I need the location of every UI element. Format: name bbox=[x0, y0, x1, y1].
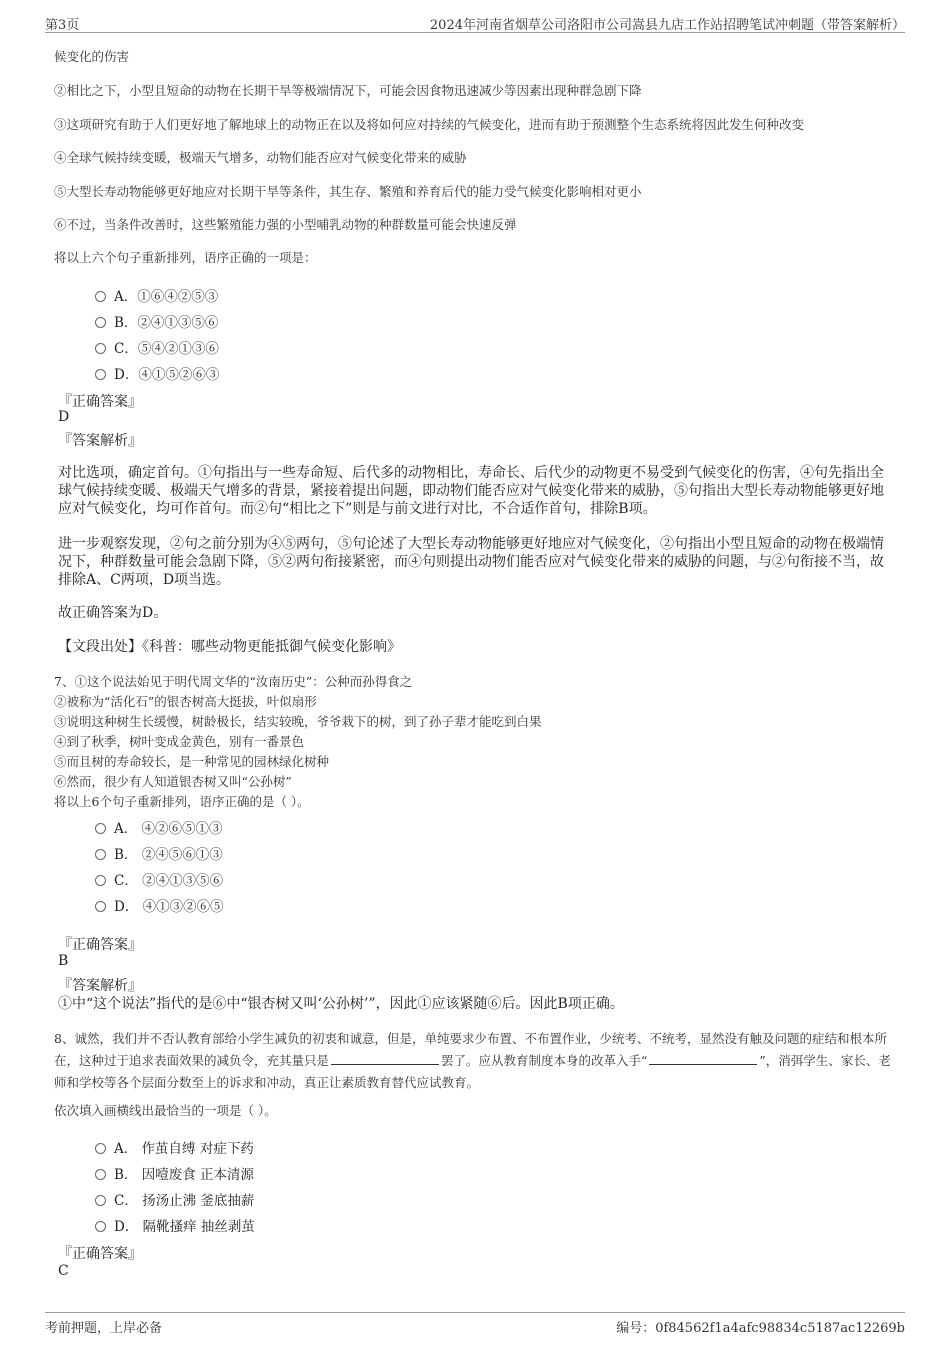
radio-icon[interactable] bbox=[95, 317, 106, 328]
radio-icon[interactable] bbox=[95, 875, 106, 886]
radio-icon[interactable] bbox=[95, 1169, 106, 1180]
radio-icon[interactable] bbox=[95, 1221, 106, 1232]
q6-answer: D bbox=[58, 409, 70, 425]
q6-analysis-label: 『答案解析』 bbox=[58, 433, 142, 449]
radio-icon[interactable] bbox=[95, 901, 106, 912]
q7-option-c[interactable]: C． ②④①③⑤⑥ bbox=[95, 869, 223, 889]
q8-prompt: 依次填入画横线出最恰当的一项是（ ）。 bbox=[54, 1103, 277, 1118]
q6-option-b[interactable]: B．②④①③⑤⑥ bbox=[95, 311, 218, 331]
q7-line: ⑤而且树的寿命较长，是一种常见的园林绿化树种 bbox=[54, 754, 330, 769]
q7-prompt: 将以上6个句子重新排列，语序正确的是（ ）。 bbox=[54, 794, 310, 809]
q6-option-d[interactable]: D．④①⑤②⑥③ bbox=[95, 363, 219, 383]
q6-line: 候变化的伤害 bbox=[54, 49, 130, 64]
q8-answer-label: 『正确答案』 bbox=[58, 1246, 142, 1262]
radio-icon[interactable] bbox=[95, 823, 106, 834]
q8-text-part1: 8、诚然，我们并不否认教育部给小学生减负的初衷和诚意，但是，单纯要求少布置、不布置作业，少统考、不统考，显然没有触及问题的症结和根本所在，这种过于追求表面效果的减负令，充其量只是 bbox=[54, 1031, 887, 1068]
q6-line: ③这项研究有助于人们更好地了解地球上的动物正在以及将如何应对持续的气候变化，进而有助于预测整个生态系统将因此发生何种改变 bbox=[54, 117, 805, 132]
page-header bbox=[45, 12, 905, 33]
q6-analysis-conclusion: 故正确答案为D。 bbox=[58, 605, 168, 621]
q6-analysis-paragraph: 进一步观察发现，②句之前分别为④⑤两句，⑤句论述了大型长寿动物能够更好地应对气候变化，②句指出小型且短命的动物在极端情况下，种群数量可能会急剧下降，⑤②两句衔接紧密，而④句则提出动物们能否应对气候变化带来的威胁的问题，与②句衔接不当，故排除A、C两项，D项当选。 bbox=[58, 536, 884, 588]
q6-option-a[interactable]: A．①⑥④②⑤③ bbox=[95, 285, 218, 305]
q6-prompt: 将以上六个句子重新排列，语序正确的一项是： bbox=[54, 250, 317, 265]
q8-option-b[interactable]: B． 因噎废食 正本清源 bbox=[95, 1163, 254, 1183]
q7-analysis-label: 『答案解析』 bbox=[58, 978, 142, 994]
q8-blank-2 bbox=[649, 1054, 757, 1065]
radio-icon[interactable] bbox=[95, 1143, 106, 1154]
q6-analysis-paragraph: 对比选项，确定首句。①句指出与一些寿命短、后代多的动物相比，寿命长、后代少的动物更不易受到气候变化的伤害，④句先指出全球气候持续变暖、极端天气增多的背景，紧接着提出问题，即动物们能否应对气候变化带来的威胁，⑤句指出大型长寿动物能够更好地应对气候变化，均可作首句。而②句“相比之下”则是与前文进行对比，不合适作首句，排除B项。 bbox=[58, 465, 884, 517]
page-number: 第3页 bbox=[45, 18, 80, 33]
q7-option-d[interactable]: D． ④①③②⑥⑤ bbox=[95, 895, 224, 915]
q7-option-a[interactable]: A． ④②⑥⑤①③ bbox=[95, 817, 223, 837]
radio-icon[interactable] bbox=[95, 369, 106, 380]
q7-analysis: ①中“这个说法”指代的是⑥中“银杏树又叫‘公孙树’”，因此①应该紧随⑥后。因此B项正确。 bbox=[58, 996, 624, 1012]
radio-icon[interactable] bbox=[95, 1195, 106, 1206]
q7-line: ⑥然而，很少有人知道银杏树又叫“公孙树” bbox=[54, 774, 292, 789]
q6-answer-label: 『正确答案』 bbox=[58, 394, 142, 410]
q8-option-a[interactable]: A． 作茧自缚 对症下药 bbox=[95, 1137, 254, 1157]
q6-line: ④全球气候持续变暖，极端天气增多，动物们能否应对气候变化带来的威胁 bbox=[54, 150, 467, 165]
radio-icon[interactable] bbox=[95, 849, 106, 860]
q7-answer: B bbox=[58, 953, 69, 969]
q7-answer-label: 『正确答案』 bbox=[58, 937, 142, 953]
q8-option-c[interactable]: C． 扬汤止沸 釜底抽薪 bbox=[95, 1189, 254, 1209]
radio-icon[interactable] bbox=[95, 291, 106, 302]
q7-option-b[interactable]: B． ②④⑤⑥①③ bbox=[95, 843, 223, 863]
footer-slogan: 考前押题，上岸必备 bbox=[45, 1321, 163, 1336]
q6-source: 【文段出处】《科普：哪些动物更能抵御气候变化影响》 bbox=[58, 639, 401, 655]
page-footer bbox=[45, 1312, 905, 1337]
q8-blank-1 bbox=[331, 1054, 439, 1065]
q7-line: ②被称为“活化石”的银杏树高大挺拔，叶似扇形 bbox=[54, 694, 317, 709]
document-id: 编号：0f84562f1a4afc98834c5187ac12269b bbox=[616, 1321, 905, 1336]
radio-icon[interactable] bbox=[95, 343, 106, 354]
q8-text-part3: ”，消弭学生、家长、老师和学校等各个层面分数至上的诉求和冲动，真正让素质教育替代应试教育。 bbox=[54, 1053, 891, 1090]
q6-line: ⑥不过，当条件改善时，这些繁殖能力强的小型哺乳动物的种群数量可能会快速反弹 bbox=[54, 217, 517, 232]
q6-option-c[interactable]: C．⑤④②①③⑥ bbox=[95, 337, 219, 357]
q7-line: ④到了秋季，树叶变成金黄色，别有一番景色 bbox=[54, 734, 305, 749]
q8-answer: C bbox=[58, 1263, 69, 1279]
q6-line: ②相比之下，小型且短命的动物在长期干旱等极端情况下，可能会因食物迅速减少等因素出现种群急剧下降 bbox=[54, 83, 642, 98]
q8-option-d[interactable]: D． 隔靴搔痒 抽丝剥茧 bbox=[95, 1215, 255, 1235]
q6-line: ⑤大型长寿动物能够更好地应对长期干旱等条件，其生存、繁殖和养育后代的能力受气候变化影响相对更小 bbox=[54, 184, 642, 199]
q7-line: ③说明这种树生长缓慢，树龄极长，结实较晚，爷爷栽下的树，到了孙子辈才能吃到白果 bbox=[54, 714, 542, 729]
q8-text-part2: 罢了。应从教育制度本身的改革入手“ bbox=[441, 1053, 648, 1068]
q8-question bbox=[54, 1028, 900, 1094]
q7-line: 7、①这个说法始见于明代周文华的“汝南历史”：公种而孙得食之 bbox=[54, 674, 413, 689]
document-title: 2024年河南省烟草公司洛阳市公司嵩县九店工作站招聘笔试冲刺题（带答案解析） bbox=[429, 18, 905, 33]
